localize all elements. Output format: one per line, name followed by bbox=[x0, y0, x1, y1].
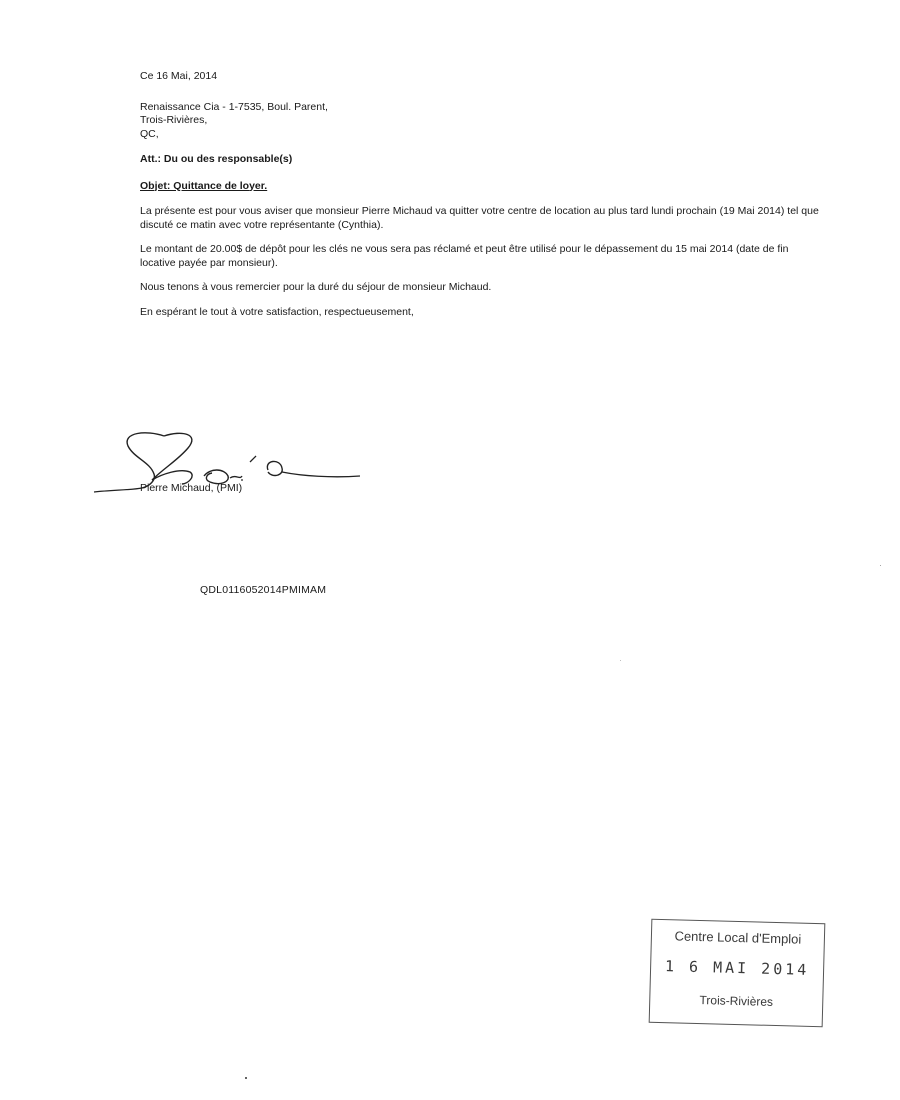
letter-date: Ce 16 Mai, 2014 bbox=[140, 70, 218, 82]
stamp-city: Trois-Rivières bbox=[699, 993, 774, 1009]
paragraph-notice: La présente est pour vous aviser que monsieur Pierre Michaud va quitter votre centre de location au plus tard lundi prochain (19 Mai 2014) tel que discuté ce matin avec votre représentante (Cynthia). bbox=[140, 205, 819, 231]
stamp-date: 1 6 MAI 2014 bbox=[664, 957, 810, 979]
address-line-1: Renaissance Cia - 1-7535, Boul. Parent, bbox=[140, 100, 328, 113]
recipient-address bbox=[140, 101, 820, 142]
address-line-3: QC, bbox=[140, 127, 159, 140]
address-line-2: Trois-Rivières, bbox=[140, 114, 208, 126]
subject-line: Objet: Quittance de loyer. bbox=[140, 179, 268, 192]
paragraph-thanks: Nous tenons à vous remercier pour la duré du séjour de monsieur Michaud. bbox=[140, 281, 492, 293]
scan-speck bbox=[880, 565, 881, 566]
closing-line: En espérant le tout à votre satisfaction, respectueusement, bbox=[140, 305, 414, 318]
attention-line: Att.: Du ou des responsable(s) bbox=[140, 153, 293, 165]
scan-speck bbox=[620, 660, 621, 661]
stamp-office: Centre Local d'Emploi bbox=[674, 928, 802, 947]
letter-body bbox=[140, 70, 820, 319]
reference-code: QDL0116052014PMIMAM bbox=[200, 584, 327, 596]
office-stamp bbox=[649, 919, 826, 1028]
signature-block bbox=[92, 428, 372, 500]
paragraph-deposit: Le montant de 20.00$ de dépôt pour les clés ne vous sera pas réclamé et peut être utilisé pour le dépassement du 15 mai 2014 (date de fin locative payée par monsieur). bbox=[140, 243, 789, 269]
signatory-name: Pierre Michaud, (PMI) bbox=[140, 482, 243, 494]
scan-speck bbox=[245, 1077, 247, 1079]
